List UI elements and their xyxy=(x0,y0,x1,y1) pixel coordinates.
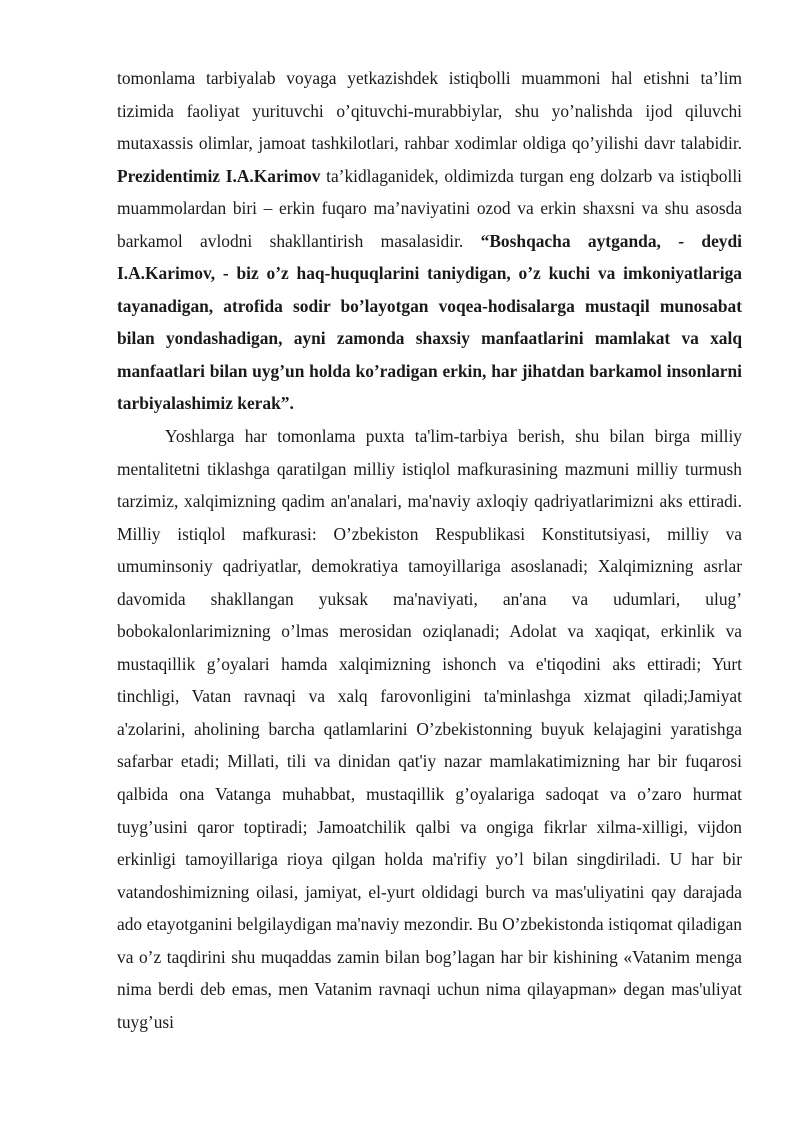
paragraph-1-bold-quote: “Boshqacha aytganda, - deydi I.A.Karimov, - biz o’z haq-huquqlarini taniydigan, o’z kuchi va imkoniyatlariga tayanadigan, atrofida sodir bo’layotgan voqea-hodisalarga mustaqil munosabat bilan yondashadigan, ayni zamonda shaxsiy manfaatlarini mamlakat va xalq manfaatlari bilan uyg’un holda ko’radigan erkin, har jihatdan barkamol insonlarni tarbiyalashimiz kerak”. xyxy=(117,230,742,414)
paragraph-1-text-b: ta’kidlaganidek, oldimizda turgan eng dolzarb va istiqbolli muammolardan biri – erkin fuqaro ma’naviyatini ozod va erkin shaxsni va shu asosda barkamol avlodni shakllantirish masalasidir. xyxy=(117,165,742,251)
paragraph-1-text-a: tomonlama tarbiyalab voyaga yetkazishdek istiqbolli muammoni hal etishni ta’lim tizimida faoliyat yurituvchi o’qituvchi-murabbiylar, shu yo’nalishda ijod qiluvchi mutaxassis olimlar, jamoat tashkilotlari, rahbar xodimlar oldiga qo’yilishi davr talabidir. xyxy=(117,68,742,154)
paragraph-1 xyxy=(117,62,742,420)
document-page xyxy=(117,62,742,1038)
paragraph-2: Yoshlarga har tomonlama puxta ta'lim-tarbiya berish, shu bilan birga milliy mentalitetni tiklashga qaratilgan milliy istiqlol mafkurasining mazmuni milliy turmush tarzimiz, xalqimizning qadim an'analari, ma'naviy axloqiy qadriyatlarimizni aks ettiradi. Milliy istiqlol mafkurasi: O’zbekiston Respublikasi Konstitutsiyasi, milliy va umuminsoniy qadriyatlar, demokratiya tamoyillariga asoslanadi; Xalqimizning asrlar davomida shakllangan yuksak ma'naviyati, an'ana va udumlari, ulug’ bobokalonlarimizning o’lmas merosidan oziqlanadi; Adolat va xaqiqat, erkinlik va mustaqillik g’oyalari hamda xalqimizning ishonch va e'tiqodini aks ettiradi; Yurt tinchligi, Vatan ravnaqi va xalq farovonligini ta'minlashga xizmat qiladi;Jamiyat a'zolarini, aholining barcha qatlamlarini O’zbekistonning buyuk kelajagini yaratishga safarbar etadi; Millati, tili va dinidan qat'iy nazar mamlakatimizning har bir fuqarosi qalbida ona Vatanga muhabbat, mustaqillik g’oyalariga sadoqat va o’zaro hurmat tuyg’usini qaror toptiradi; Jamoatchilik qalbi va ongiga fikrlar xilma-xilligi, vijdon erkinligi tamoyillariga rioya qilgan holda ma'rifiy yo’l bilan singdiriladi. U har bir vatandoshimizning oilasi, jamiyat, el-yurt oldidagi burch va mas'uliyatini qay darajada ado etayotganini belgilaydigan ma'naviy mezondir. Bu O’zbekistonda istiqomat qiladigan va o’z taqdirini shu muqaddas zamin bilan bog’lagan har bir kishining «Vatanim menga nima berdi deb emas, men Vatanim ravnaqi uchun nima qilayapman» degan mas'uliyat tuyg’usi xyxy=(117,426,742,1032)
paragraph-1-bold-president: Prezidentimiz I.A.Karimov xyxy=(117,165,321,186)
